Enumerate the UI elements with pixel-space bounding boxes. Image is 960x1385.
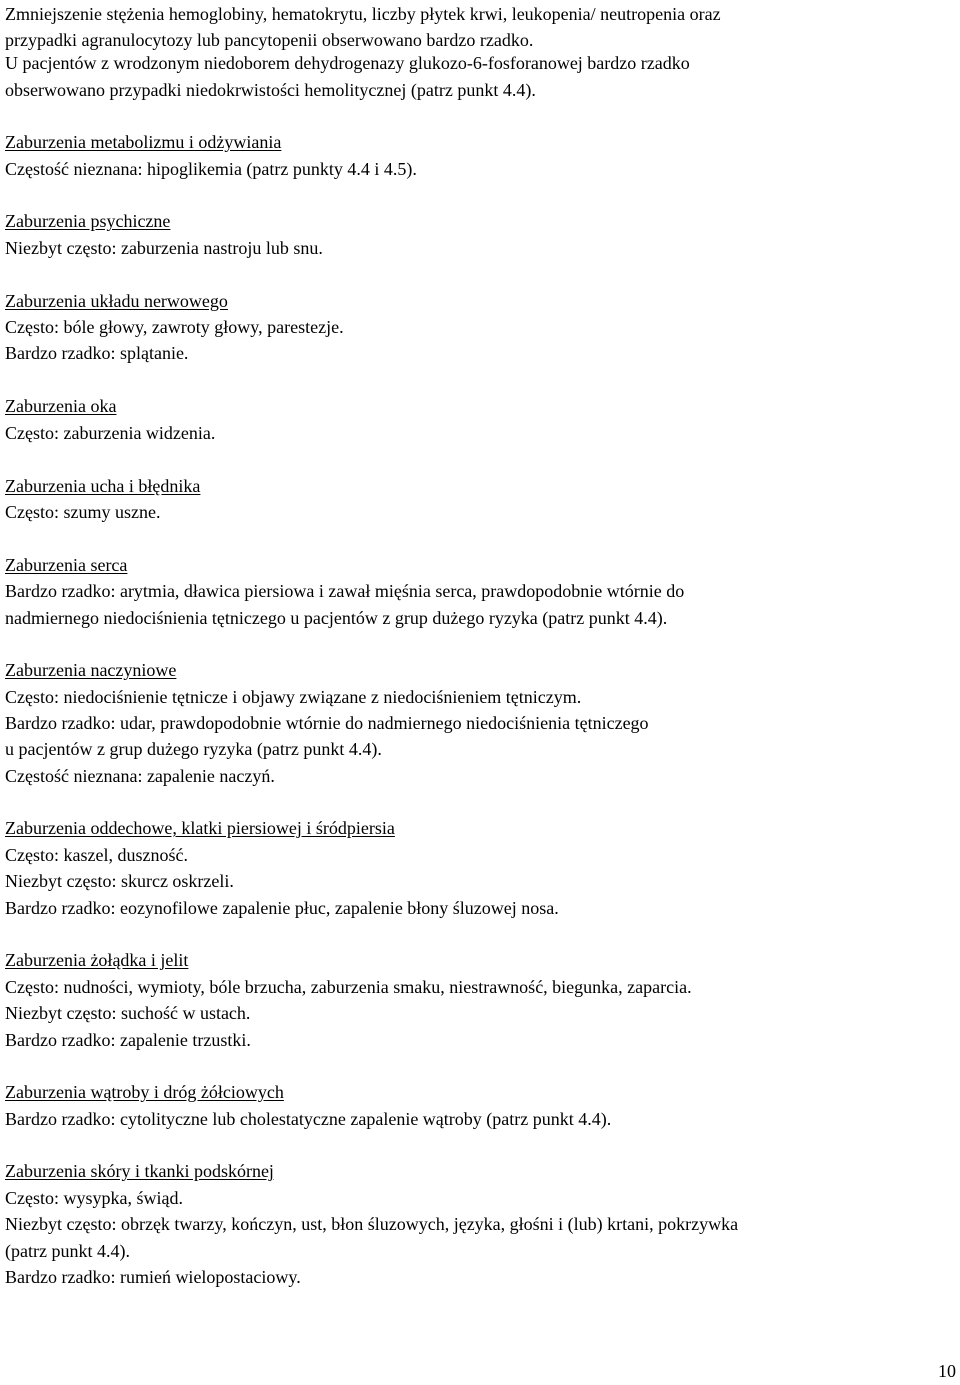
section-line: Często: kaszel, duszność. (5, 845, 188, 865)
section-heading-cardiac: Zaburzenia serca (5, 555, 128, 575)
section-line: Bardzo rzadko: udar, prawdopodobnie wtórnie do nadmiernego niedociśnienia tętniczego (5, 713, 649, 733)
section-heading-skin: Zaburzenia skóry i tkanki podskórnej (5, 1161, 274, 1181)
intro-line: przypadki agranulocytozy lub pancytopenii obserwowano bardzo rzadko. (5, 30, 534, 50)
section-heading-nervous-system: Zaburzenia układu nerwowego (5, 291, 228, 311)
section-line: Często: niedociśnienie tętnicze i objawy związane z niedociśnieniem tętniczym. (5, 687, 582, 707)
section-heading-hepatobiliary: Zaburzenia wątroby i dróg żółciowych (5, 1082, 284, 1102)
section-line: Często: nudności, wymioty, bóle brzucha, zaburzenia smaku, niestrawność, biegunka, zaparcia. (5, 977, 692, 997)
section-heading-ear: Zaburzenia ucha i błędnika (5, 476, 201, 496)
section-heading-eye: Zaburzenia oka (5, 396, 117, 416)
section-heading-vascular: Zaburzenia naczyniowe (5, 660, 177, 680)
section-line: u pacjentów z grup dużego ryzyka (patrz punkt 4.4). (5, 739, 382, 759)
section-line: Niezbyt często: skurcz oskrzeli. (5, 871, 234, 891)
section-line: Bardzo rzadko: cytolityczne lub cholestatyczne zapalenie wątroby (patrz punkt 4.4). (5, 1109, 612, 1129)
section-line: Często: bóle głowy, zawroty głowy, parestezje. (5, 317, 344, 337)
section-heading-respiratory: Zaburzenia oddechowe, klatki piersiowej i śródpiersia (5, 818, 395, 838)
intro-line: obserwowano przypadki niedokrwistości hemolitycznej (patrz punkt 4.4). (5, 80, 536, 100)
section-heading-metabolism: Zaburzenia metabolizmu i odżywiania (5, 132, 282, 152)
section-line: Często: zaburzenia widzenia. (5, 423, 216, 443)
section-line: Bardzo rzadko: eozynofilowe zapalenie płuc, zapalenie błony śluzowej nosa. (5, 898, 559, 918)
intro-line: Zmniejszenie stężenia hemoglobiny, hematokrytu, liczby płytek krwi, leukopenia/ neutropenia oraz (5, 4, 721, 24)
section-line: Bardzo rzadko: rumień wielopostaciowy. (5, 1267, 301, 1287)
page-number: 10 (938, 1361, 956, 1381)
section-line: Częstość nieznana: zapalenie naczyń. (5, 766, 275, 786)
section-line: Często: wysypka, świąd. (5, 1188, 183, 1208)
section-line: Niezbyt często: zaburzenia nastroju lub snu. (5, 238, 323, 258)
section-line: nadmiernego niedociśnienia tętniczego u pacjentów z grup dużego ryzyka (patrz punkt 4.4). (5, 608, 668, 628)
section-line: Bardzo rzadko: zapalenie trzustki. (5, 1030, 251, 1050)
section-line: Bardzo rzadko: splątanie. (5, 343, 189, 363)
section-line: Bardzo rzadko: arytmia, dławica piersiowa i zawał mięśnia serca, prawdopodobnie wtórnie do (5, 581, 685, 601)
section-line: (patrz punkt 4.4). (5, 1241, 130, 1261)
intro-line: U pacjentów z wrodzonym niedoborem dehydrogenazy glukozo-6-fosforanowej bardzo rzadko (5, 53, 690, 73)
section-heading-gastrointestinal: Zaburzenia żołądka i jelit (5, 950, 189, 970)
section-heading-psychiatric: Zaburzenia psychiczne (5, 211, 171, 231)
section-line: Niezbyt często: suchość w ustach. (5, 1003, 251, 1023)
section-line: Często: szumy uszne. (5, 502, 161, 522)
section-line: Częstość nieznana: hipoglikemia (patrz punkty 4.4 i 4.5). (5, 159, 417, 179)
section-line: Niezbyt często: obrzęk twarzy, kończyn, ust, błon śluzowych, języka, głośni i (lub) krtani, pokrzywka (5, 1214, 739, 1234)
